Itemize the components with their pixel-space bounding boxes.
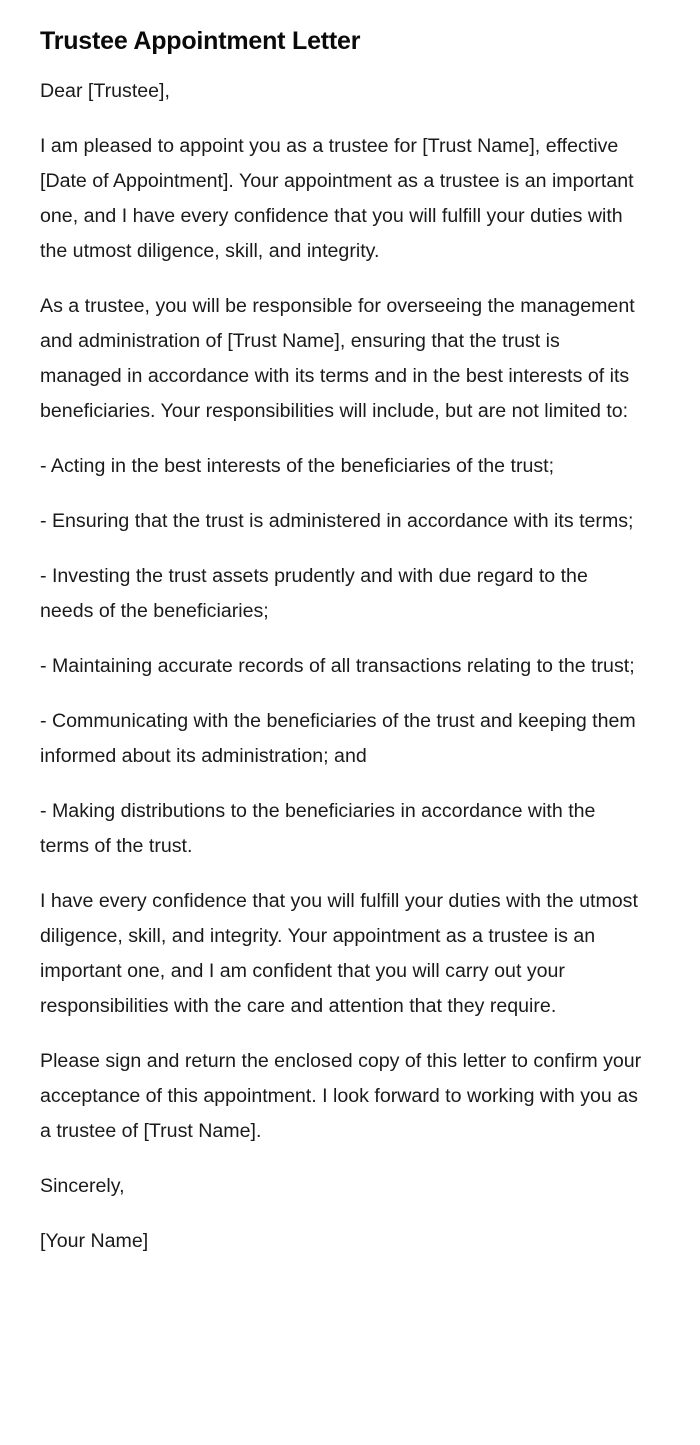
list-item-communicating: - Communicating with the beneficiaries of the trust and keeping them informed about its administration; and — [40, 710, 636, 767]
list-item-distributions: - Making distributions to the beneficiaries in accordance with the terms of the trust. — [40, 800, 596, 857]
paragraph-confidence: I have every confidence that you will fulfill your duties with the utmost diligence, skill, and integrity. Your appointment as a trustee is an important one, and I am confident that you will carry out your responsibilities with the care and attention that they require. — [40, 890, 638, 1017]
paragraph-intro: I am pleased to appoint you as a trustee for [Trust Name], effective [Date of Appointment]. Your appointment as a trustee is an important one, and I have every confidence that you will fulfill your duties with the utmost diligence, skill, and integrity. — [40, 135, 634, 262]
paragraph-acceptance: Please sign and return the enclosed copy of this letter to confirm your acceptance of this appointment. I look forward to working with you as a trustee of [Trust Name]. — [40, 1050, 642, 1142]
closing: Sincerely, — [40, 1175, 125, 1197]
paragraph-responsibilities: As a trustee, you will be responsible for overseeing the management and administration of [Trust Name], ensuring that the trust is managed in accordance with its terms and in the best interests of its beneficiaries. Your responsibilities will include, but are not limited to: — [40, 295, 635, 422]
signature: [Your Name] — [40, 1230, 149, 1252]
list-item-records: - Maintaining accurate records of all transactions relating to the trust; — [40, 655, 635, 677]
salutation: Dear [Trustee], — [40, 80, 170, 102]
page-title: Trustee Appointment Letter — [40, 27, 361, 55]
list-item-best-interests: - Acting in the best interests of the beneficiaries of the trust; — [40, 455, 555, 477]
list-item-administration: - Ensuring that the trust is administered in accordance with its terms; — [40, 510, 634, 532]
list-item-investing: - Investing the trust assets prudently and with due regard to the needs of the beneficiaries; — [40, 565, 588, 622]
